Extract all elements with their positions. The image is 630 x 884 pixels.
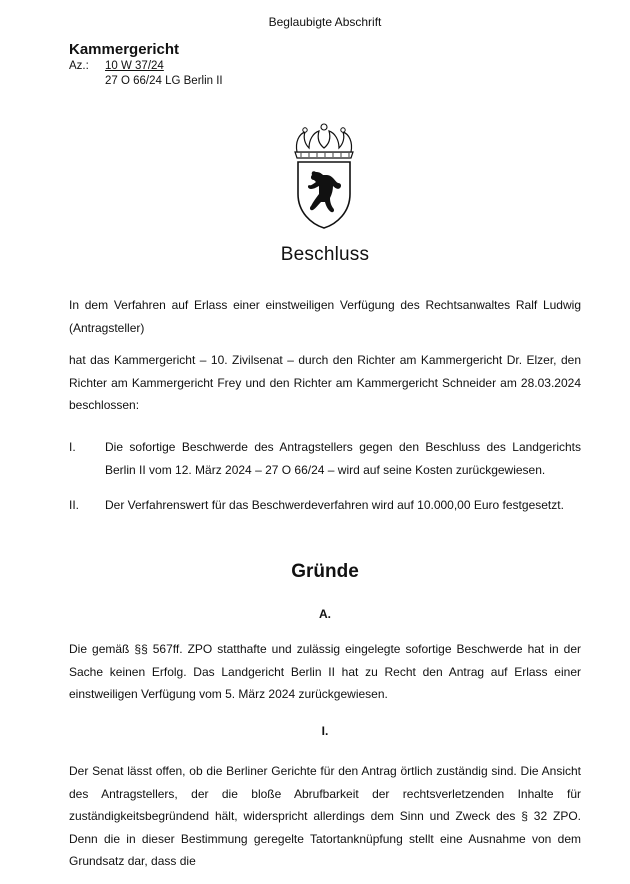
berlin-coat-of-arms-icon <box>289 120 359 230</box>
reason-i-paragraph: Der Senat lässt offen, ob die Berliner Gerichte für den Antrag örtlich zuständig sind. Die Ansicht des Antragstellers, der die bloße Abrufbarkeit der rechtsverletzenden Inhalte für zuständigkeitsbegründend hält, widerspricht allerdings dem Sinn und Zweck des § 32 ZPO. Denn die in dieser Bestimmung geregelte Tatortanknüpfung stellt eine Ausnahme von dem Grundsatz dar, dass die <box>69 764 581 868</box>
reasons-heading: Gründe <box>291 561 359 582</box>
order-item <box>69 494 581 517</box>
document-title: Beschluss <box>280 244 370 265</box>
section-i-heading: I. <box>321 724 329 738</box>
intro-paragraph: In dem Verfahren auf Erlass einer einstweiligen Verfügung des Rechtsanwaltes Ralf Ludwig (Antragsteller) <box>69 298 581 335</box>
order-item <box>69 436 581 481</box>
reason-a-paragraph: Die gemäß §§ 567ff. ZPO statthafte und zulässig eingelegte sofortige Beschwerde hat in der Sache keinen Erfolg. Das Landgericht Berlin II hat zu Recht den Antrag auf Erlass einer einstweiligen Verfügung vom 5. März 2024 zurückgewiesen. <box>69 642 581 701</box>
az-label: Az.: <box>69 60 89 72</box>
case-reference <box>69 59 223 89</box>
order-text: Der Verfahrenswert für das Beschwerdeverfahren wird auf 10.000,00 Euro festgesetzt. <box>105 498 564 512</box>
lower-court-reference: 27 O 66/24 LG Berlin II <box>105 75 223 87</box>
section-a-heading: A. <box>319 607 331 621</box>
header-note: Beglaubigte Abschrift <box>268 15 382 29</box>
order-text: Die sofortige Beschwerde des Antragstellers gegen den Beschluss des Landgerichts Berlin II vom 12. März 2024 – 27 O 66/24 – wird auf seine Kosten zurückgewiesen. <box>105 440 581 477</box>
order-number: II. <box>69 498 80 512</box>
az-number: 10 W 37/24 <box>105 60 164 72</box>
court-name: Kammergericht <box>69 41 180 58</box>
order-number: I. <box>69 440 76 454</box>
panel-paragraph: hat das Kammergericht – 10. Zivilsenat – durch den Richter am Kammergericht Dr. Elzer, den Richter am Kammergericht Frey und den Richter am Kammergericht Schneider am 28.03.2024 beschlossen: <box>69 353 581 412</box>
